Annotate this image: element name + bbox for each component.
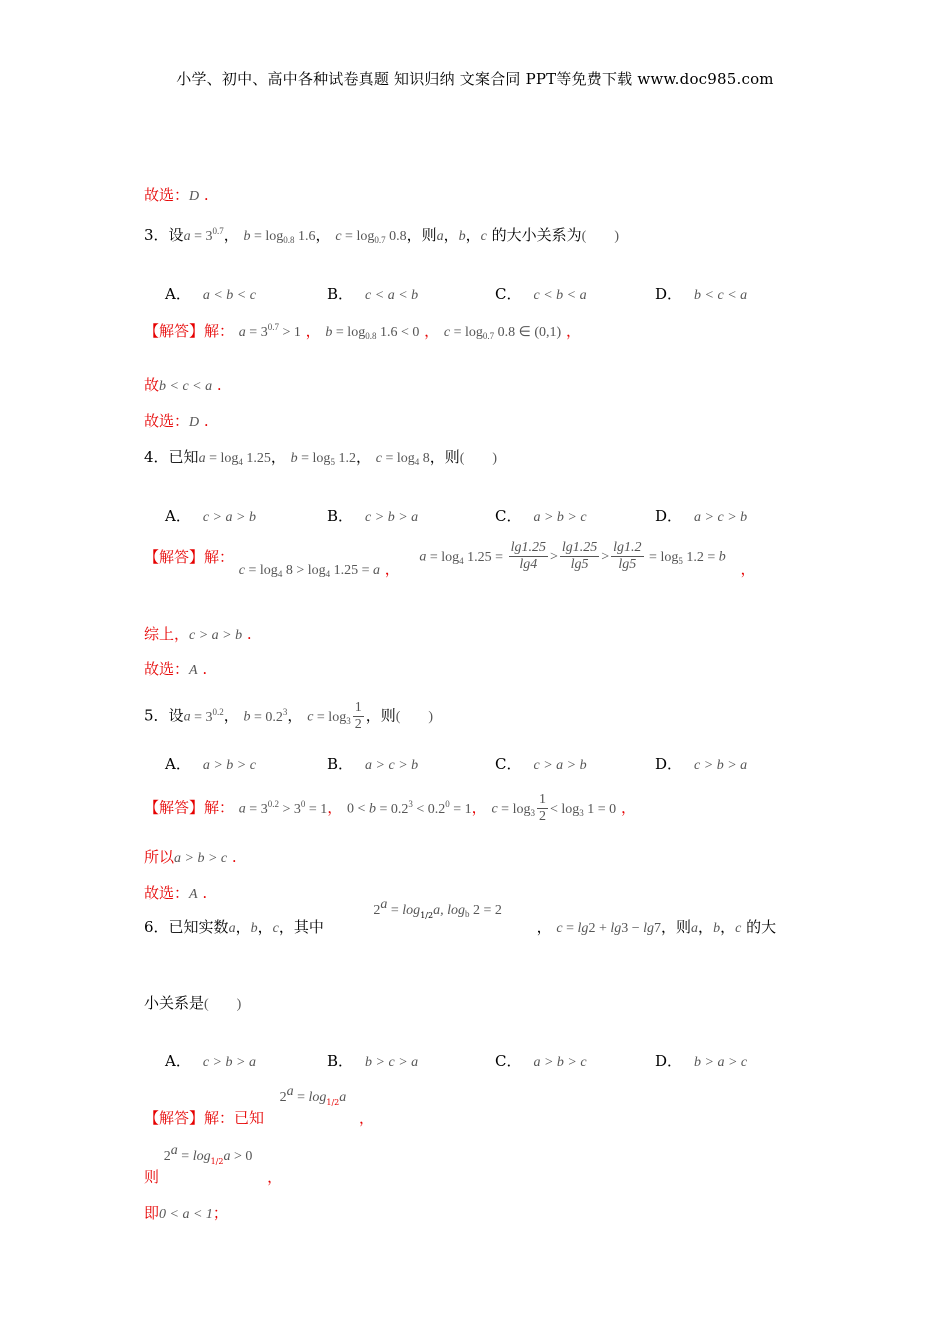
q3-option-c[interactable]: C． c < b < a [495, 285, 587, 303]
q6-stem: 6．已知实数a，b，c，其中 $2^a = \log^{1/2}a$, $\log_b 2 = 2$ ， c = lg2 + lg3 − lg7，则a，b，c 的大 [144, 897, 777, 936]
q3-stem-end: 的大小关系为 [491, 226, 582, 244]
q4-answer-line: 故选：A . [144, 660, 208, 678]
q6-solution-known: 【解答】解：已知 $2^a = \log^{1/2}a$ ， [144, 1084, 375, 1127]
prev-answer-value: D [189, 189, 200, 204]
q3-option-a[interactable]: A． a < b < c [165, 285, 256, 303]
q3-number: 3． [144, 226, 169, 244]
page-header: 小学、初中、高中各种试卷真题 知识归纳 文案合同 PPT等免费下载 www.doc985.com [176, 70, 774, 88]
q5-conclusion: 所以a > b > c . [144, 848, 237, 866]
q5-option-a[interactable]: A． a > b > c [165, 755, 256, 773]
q6-option-b[interactable]: B． b > c > a [327, 1052, 419, 1070]
q5-option-c[interactable]: C． c > a > b [495, 755, 587, 773]
q6-option-c[interactable]: C． a > b > c [495, 1052, 587, 1070]
q6-option-a[interactable]: A． c > b > a [165, 1052, 256, 1070]
q3-option-d[interactable]: D． b < c < a [655, 285, 748, 303]
q6-solution-namely: 即0 < a < 1； [144, 1204, 228, 1222]
q6-solution-then: 则 $2^a = \log^{1/2}a > 0$ ， [144, 1143, 283, 1186]
q3-solution: 【解答】解： $a = 3^{0.7} > 1$ ， $b = \log_{0.8} 1.6 < 0$ ， $c = \log_{0.7} 0.8$ ∈ (0,1) ， [144, 322, 581, 341]
q4-option-a[interactable]: A． c > a > b [165, 507, 256, 525]
answer-label: 【解答】解： [144, 322, 235, 340]
q4-option-d[interactable]: D． a > c > b [655, 507, 748, 525]
q5-option-b[interactable]: B． a > c > b [327, 755, 419, 773]
q5-solution: 【解答】解： $a = 3^{0.2} > 3^0 = 1$， $0 < b = 0.2^3 < 0.2^0 = 1$， $c = \log_3$ $\frac{1}{2}$ < $\log_3 1 = 0$ ， [144, 792, 636, 824]
q4-option-b[interactable]: B． c > b > a [327, 507, 419, 525]
prev-answer-line: 故选：D . [144, 186, 209, 204]
q3-answer-line: 故选：D . [144, 412, 209, 430]
q4-solution: 【解答】解： $c = \log_4 8 > \log_4 1.25 = a$ ， $a = \log_4 1.25$ = $\frac{\lg 1.25}{\lg 4}$ > $\frac{\lg 1.25}{\lg 5}$ > $\frac{\lg 1.2}{\lg 5}$ = $\log_5 1.2 = b$ ， [144, 540, 756, 579]
q5-stem: 5．设$a = 3^{0.2}$， $b = 0.2^3$， $c = \log_3$ $\frac{1}{2}$ ，则( ) [144, 700, 434, 732]
q4-option-c[interactable]: C． a > b > c [495, 507, 587, 525]
q4-stem: 4．已知$a = \log_4 1.25$， $b = \log_5 1.2$， $c = \log_4 8$，则( ) [144, 448, 498, 467]
q6-stem-line2: 小关系是( ) [144, 994, 242, 1012]
q3-stem: 3．设$a = 3^{0.7}$， $b = \log_{0.8} 1.6$， $c = \log_{0.7} 0.8$，则a，b，c 的大小关系为( ) [144, 226, 619, 245]
q3-conclusion: 故b < c < a . [144, 376, 222, 394]
q3-option-b[interactable]: B． c < a < b [327, 285, 419, 303]
choose-label: 故选： [144, 186, 190, 204]
q3-stem-prefix: 设 [168, 226, 184, 244]
q5-option-d[interactable]: D． c > b > a [655, 755, 748, 773]
q5-answer-line: 故选：A . [144, 884, 208, 902]
q3-stem-suffix: ，则 [406, 226, 437, 244]
q6-option-d[interactable]: D． b > a > c [655, 1052, 748, 1070]
q4-conclusion: 综上，c > a > b . [144, 625, 252, 643]
